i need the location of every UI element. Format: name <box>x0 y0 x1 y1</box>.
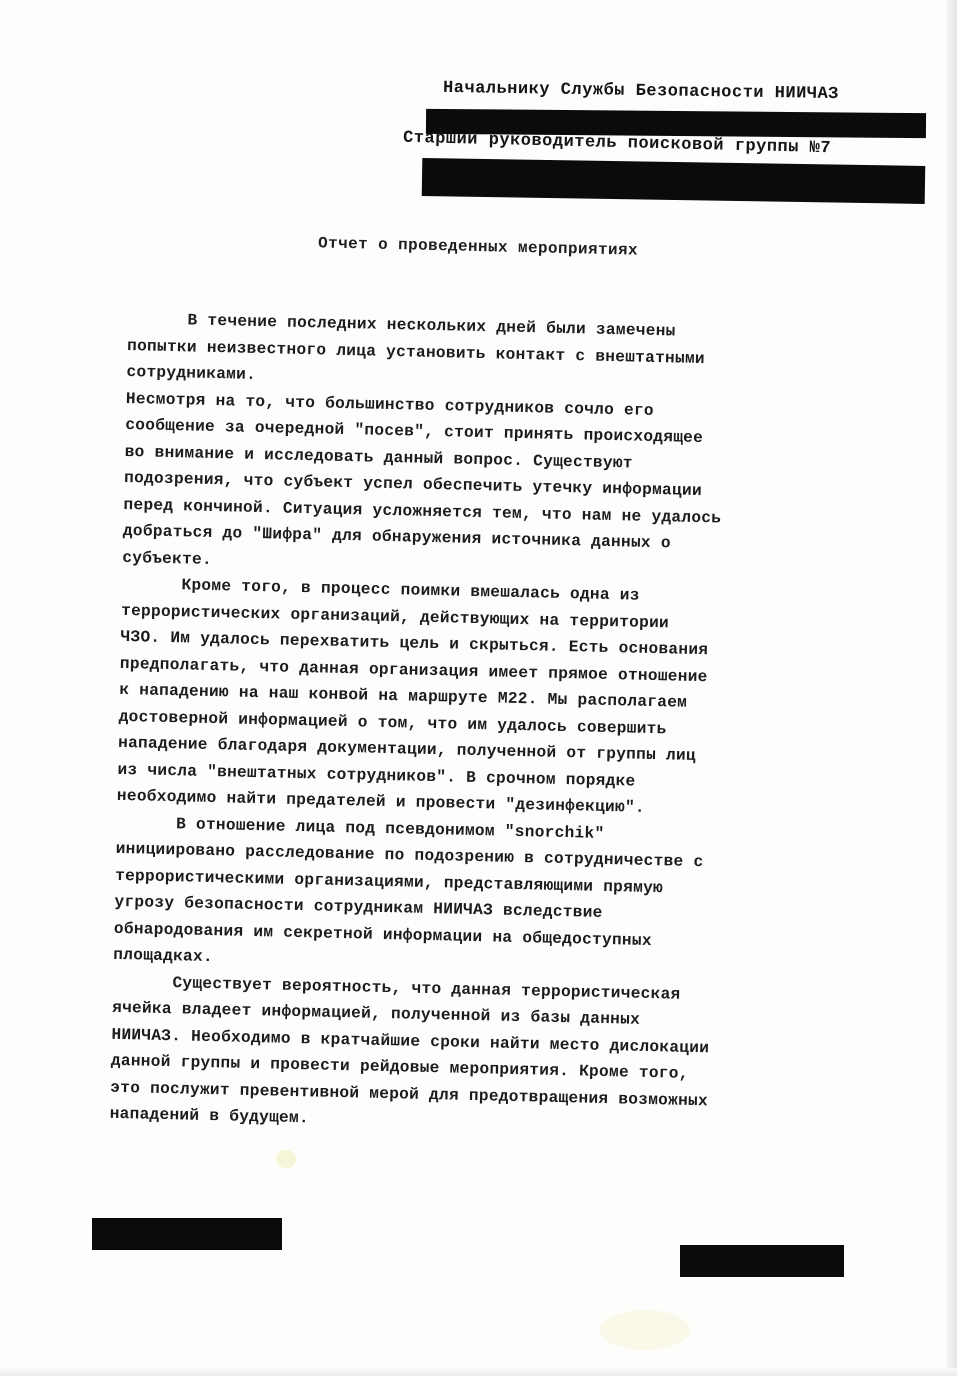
body-line: В течение последних нескольких дней были замечены <box>127 309 676 341</box>
paper-stain <box>600 1310 690 1350</box>
body-line: террористическими организациями, представляющими прямую <box>114 866 664 897</box>
body-line: необходимо найти предателей и провести "дезинфекцию". <box>116 786 646 817</box>
body-line: добраться до "Шифра" для обнаружения источника данных о <box>122 521 671 553</box>
body-line: перед кончиной. Ситуация усложняется тем, что нам не удалось <box>123 495 722 528</box>
document-body <box>109 306 917 1145</box>
body-line: это послужит превентивной мерой для предотвращения возможных <box>110 1078 709 1110</box>
body-line: НИИЧАЗ. Необходимо в кратчайшие сроки найти место дислокации <box>111 1025 710 1057</box>
body-line: угрозу безопасности сотрудникам НИИЧАЗ вследствие <box>114 892 603 922</box>
body-line: сотрудниками. <box>126 362 257 384</box>
paper-stain <box>276 1150 296 1168</box>
body-line: Существует вероятность, что данная террористическая <box>112 972 681 1004</box>
body-line: подозрения, что субъект успел обеспечить утечку информации <box>123 468 703 501</box>
redaction-bar-sender <box>422 158 926 204</box>
body-line: ячейка владеет информацией, полученной из базы данных <box>111 998 641 1029</box>
redaction-bar-signature-right <box>680 1245 844 1277</box>
body-line: данной группы и провести рейдовые мероприятия. Кроме того, <box>110 1051 689 1083</box>
body-line: нападение благодаря документации, полученной от группы лиц <box>117 733 697 765</box>
redaction-bar-signature-left <box>92 1218 282 1250</box>
body-line: В отношение лица под псевдонимом "snorchik" <box>116 813 605 843</box>
page-bottom-shadow <box>0 1368 957 1376</box>
body-line: площадках. <box>113 945 214 967</box>
body-line: сообщение за очередной "посев", стоит принять происходящее <box>125 415 704 448</box>
body-line: из числа "внештатных сотрудников". В срочном порядке <box>117 760 636 791</box>
page-edge-shadow <box>947 0 957 1376</box>
body-line: предполагать, что данная организация имеет прямое отношение <box>119 654 708 686</box>
addressee-line-2: Старший руководитель поисковой группы №7 <box>402 128 832 159</box>
body-line: Несмотря на то, что большинство сотрудников сочло его <box>125 389 655 420</box>
document-title: Отчет о проведенных мероприятиях <box>317 234 639 260</box>
body-line: обнародования им секретной информации на общедоступных <box>113 919 653 950</box>
body-line: нападений в будущем. <box>109 1104 310 1128</box>
addressee-line-1: Начальнику Службы Безопасности НИИЧАЗ <box>442 78 840 105</box>
body-line: субъекте. <box>122 548 213 569</box>
body-line: попытки неизвестного лица установить контакт с внештатными <box>126 336 706 368</box>
body-line: во внимание и исследовать данный вопрос. Существуют <box>124 442 633 472</box>
body-line: достоверной информацией о том, что им удалось совершить <box>118 707 667 738</box>
body-line: к нападению на наш конвой на маршруте М22. Мы располагаем <box>119 680 688 712</box>
body-line: инициировано расследование по подозрению в сотрудничестве с <box>115 839 704 872</box>
body-line: Кроме того, в процесс поимки вмешалась одна из <box>121 574 640 605</box>
body-line: ЧЗО. Им удалось перехватить цель и скрыться. Есть основания <box>120 627 709 660</box>
body-line: террористических организаций, действующих на территории <box>120 601 670 632</box>
